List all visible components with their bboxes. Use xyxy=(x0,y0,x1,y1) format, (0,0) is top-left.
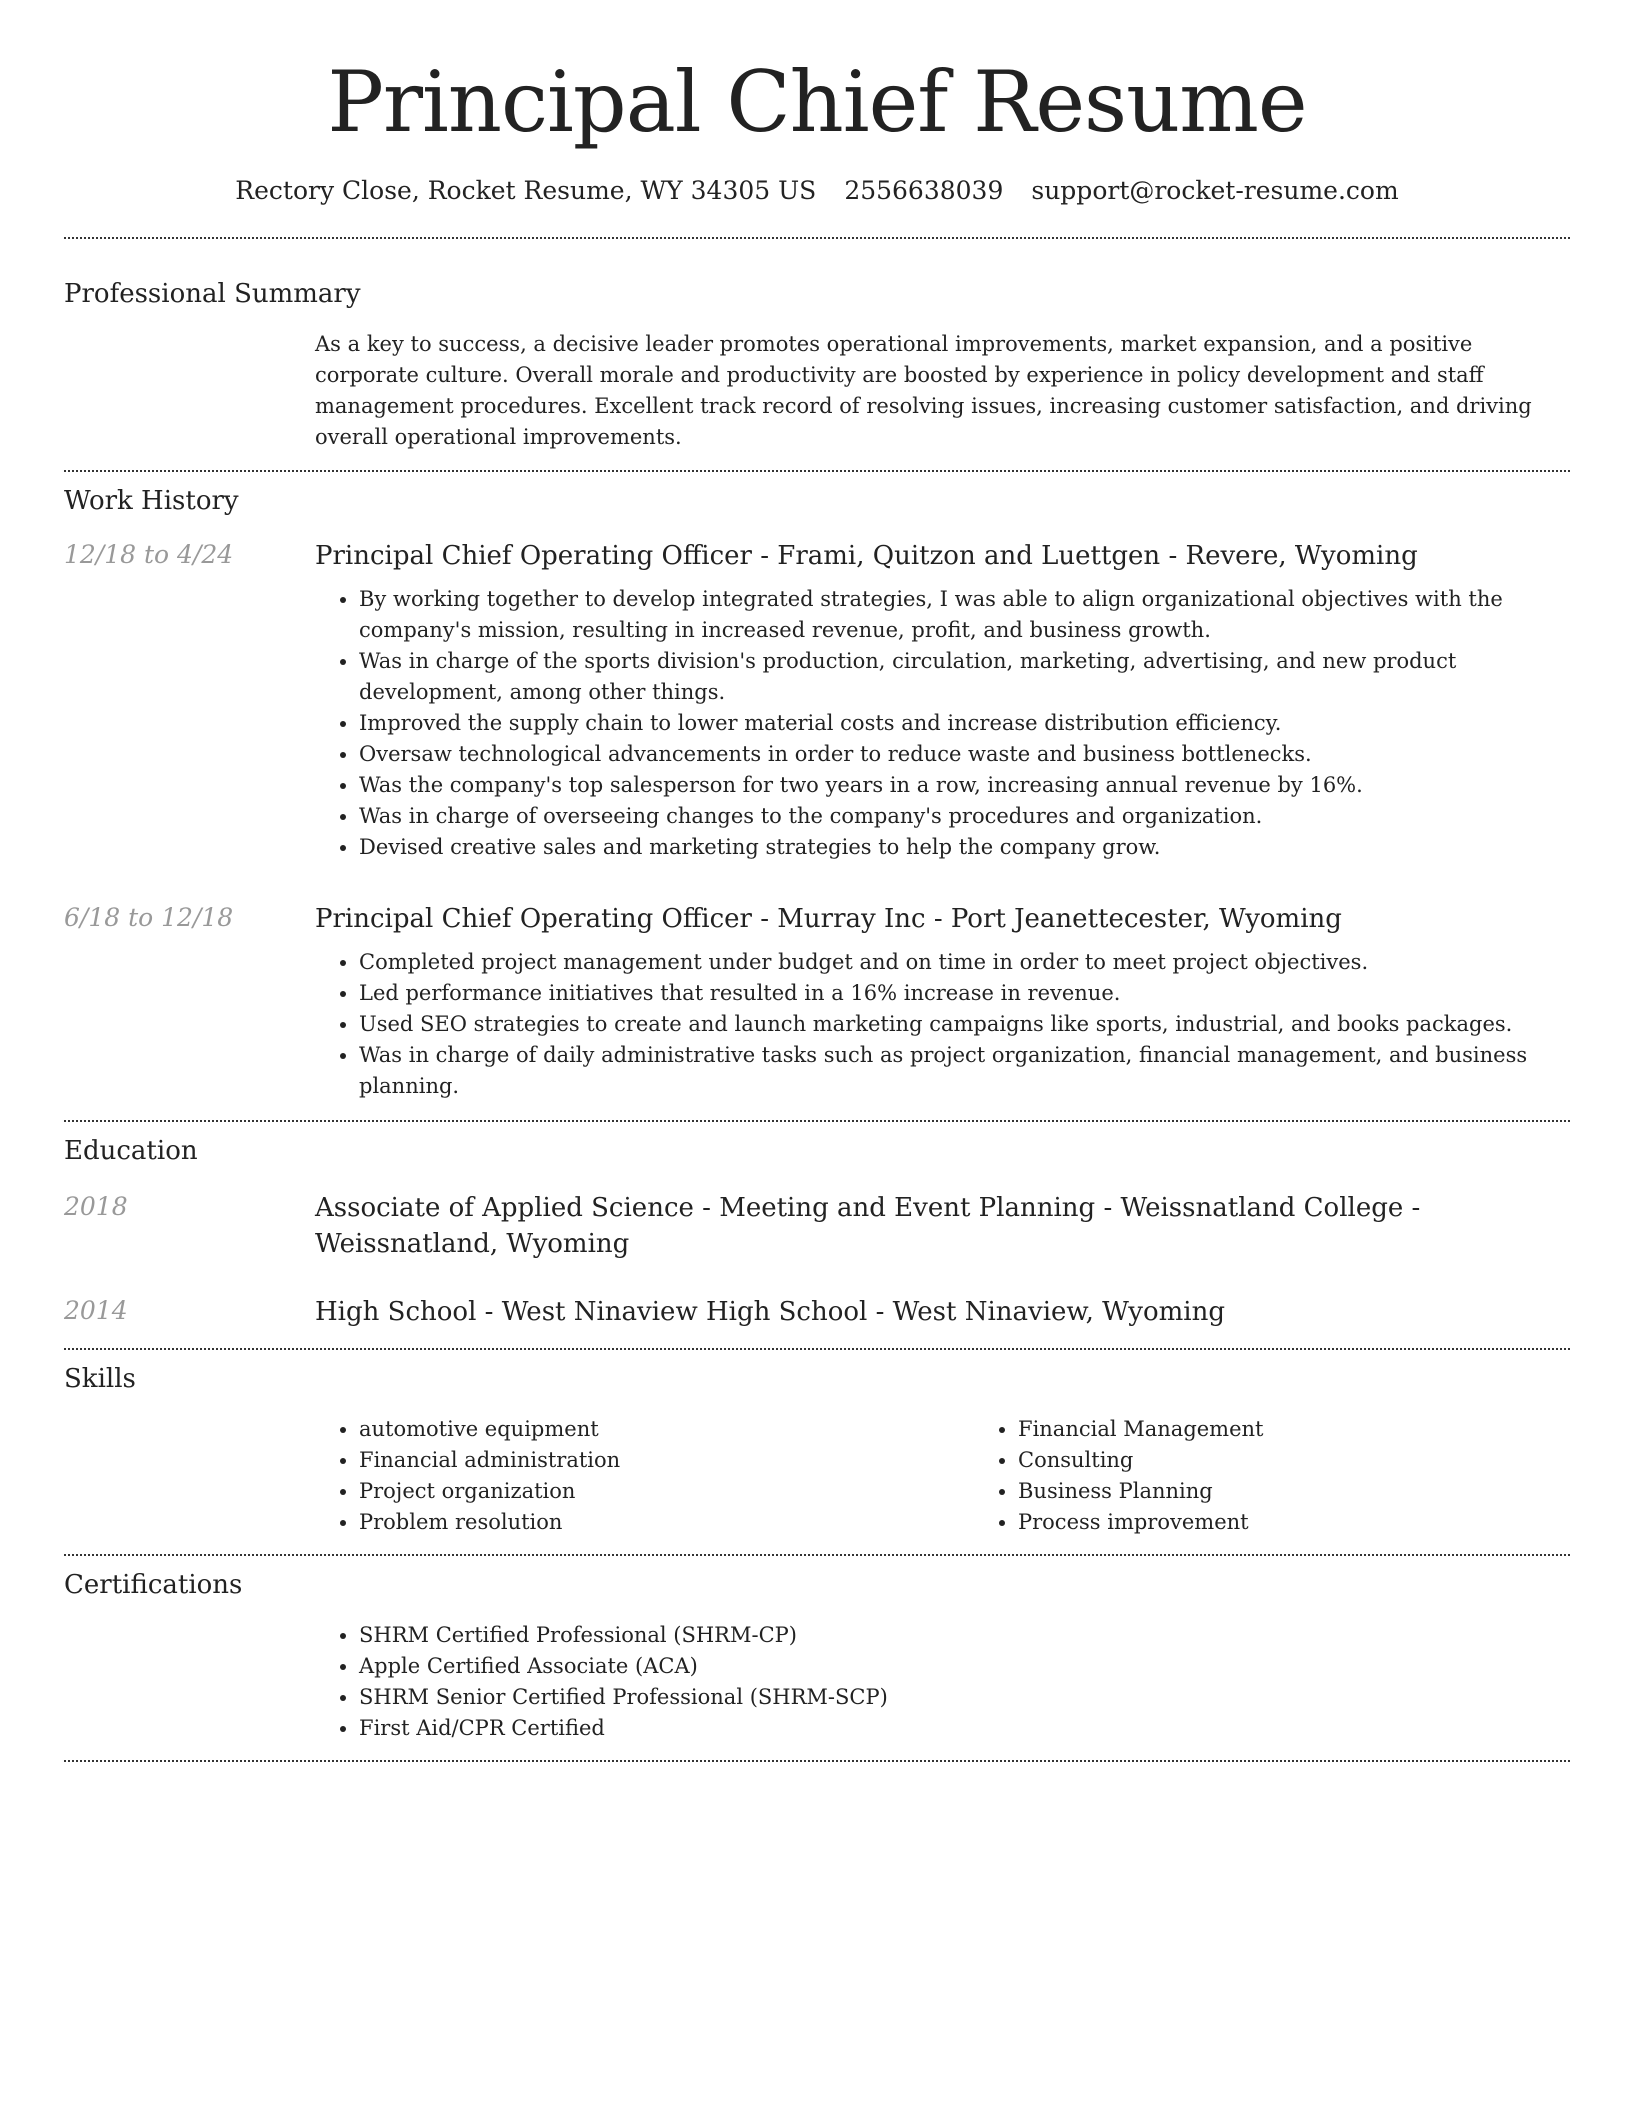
list-item: • Improved the supply chain to lower material costs and increase distribution efficiency. xyxy=(359,708,1570,739)
contact-phone: 2556638039 xyxy=(844,176,1004,205)
list-item: • Was in charge of the sports division's production, circulation, marketing, advertising, and new product development, among other things. xyxy=(359,646,1570,708)
list-item: • Was the company's top salesperson for two years in a row, increasing annual revenue by 16%. xyxy=(359,770,1570,801)
section-title-education: Education xyxy=(64,1136,198,1166)
section-title-summary: Professional Summary xyxy=(64,279,361,309)
list-item: • Completed project management under budget and on time in order to meet project objectives. xyxy=(359,947,1570,978)
list-item: • SHRM Certified Professional (SHRM-CP) xyxy=(359,1620,1570,1651)
job-title: Principal Chief Operating Officer - Frami, Quitzon and Luettgen - Revere, Wyoming xyxy=(315,541,1418,571)
list-item: • Led performance initiatives that resulted in a 16% increase in revenue. xyxy=(359,978,1570,1009)
list-item: • automotive equipment xyxy=(359,1414,974,1445)
divider xyxy=(64,470,1570,472)
education-year: 2018 xyxy=(64,1192,128,1221)
list-item: • Business Planning xyxy=(1018,1476,1632,1507)
list-item: • Project organization xyxy=(359,1476,974,1507)
divider xyxy=(64,237,1570,239)
list-item: • Apple Certified Associate (ACA) xyxy=(359,1651,1570,1682)
job-dates: 12/18 to 4/24 xyxy=(64,540,234,569)
job-bullets xyxy=(315,584,1570,863)
certifications-list xyxy=(315,1620,1570,1744)
divider xyxy=(64,1348,1570,1350)
certifications-row xyxy=(64,1620,1570,1744)
list-item: • By working together to develop integrated strategies, I was able to align organizational objectives with the company's mission, resulting in increased revenue, profit, and business growth. xyxy=(359,584,1570,646)
education-entry xyxy=(64,1294,1570,1330)
divider xyxy=(64,1120,1570,1122)
job-dates: 6/18 to 12/18 xyxy=(64,903,234,932)
list-item: • Financial Management xyxy=(1018,1414,1632,1445)
education-title: Associate of Applied Science - Meeting and Event Planning - Weissnatland College - Weissnatland, Wyoming xyxy=(315,1193,1421,1259)
list-item: • Oversaw technological advancements in order to reduce waste and business bottlenecks. xyxy=(359,739,1570,770)
job-bullets xyxy=(315,947,1570,1102)
job-title: Principal Chief Operating Officer - Murray Inc - Port Jeanettecester, Wyoming xyxy=(315,904,1342,934)
contact-address: Rectory Close, Rocket Resume, WY 34305 US xyxy=(235,176,817,205)
skills-list-left xyxy=(315,1414,974,1538)
list-item: • Was in charge of daily administrative tasks such as project organization, financial management, and business planning. xyxy=(359,1040,1570,1102)
list-item: • First Aid/CPR Certified xyxy=(359,1713,1570,1744)
section-title-skills: Skills xyxy=(64,1364,136,1394)
summary-text: As a key to success, a decisive leader promotes operational improvements, market expansion, and a positive corporate culture. Overall morale and productivity are boosted by experience in policy development and staff management procedures. Excellent track record of resolving issues, increasing customer satisfaction, and driving overall operational improvements. xyxy=(315,332,1532,449)
divider xyxy=(64,1554,1570,1556)
list-item: • Used SEO strategies to create and launch marketing campaigns like sports, industrial, and books packages. xyxy=(359,1009,1570,1040)
job-entry xyxy=(64,901,1570,1102)
divider xyxy=(64,1760,1570,1762)
education-title: High School - West Ninaview High School - West Ninaview, Wyoming xyxy=(315,1297,1225,1327)
list-item: • Was in charge of overseeing changes to the company's procedures and organization. xyxy=(359,801,1570,832)
education-year: 2014 xyxy=(64,1296,128,1325)
contact-email: support@rocket-resume.com xyxy=(1031,176,1399,205)
contact-line xyxy=(64,174,1570,208)
skills-list-right xyxy=(974,1414,1632,1538)
skills-row xyxy=(64,1414,1570,1538)
job-entry xyxy=(64,538,1570,863)
list-item: • Devised creative sales and marketing strategies to help the company grow. xyxy=(359,832,1570,863)
resume-page xyxy=(64,0,1570,1762)
resume-name: Principal Chief Resume xyxy=(327,53,1307,151)
education-entry xyxy=(64,1190,1570,1262)
section-title-work: Work History xyxy=(64,486,239,516)
list-item: • Process improvement xyxy=(1018,1507,1632,1538)
summary-row xyxy=(64,329,1570,453)
section-title-certifications: Certifications xyxy=(64,1570,243,1600)
list-item: • Financial administration xyxy=(359,1445,974,1476)
list-item: • Consulting xyxy=(1018,1445,1632,1476)
list-item: • Problem resolution xyxy=(359,1507,974,1538)
list-item: • SHRM Senior Certified Professional (SHRM-SCP) xyxy=(359,1682,1570,1713)
